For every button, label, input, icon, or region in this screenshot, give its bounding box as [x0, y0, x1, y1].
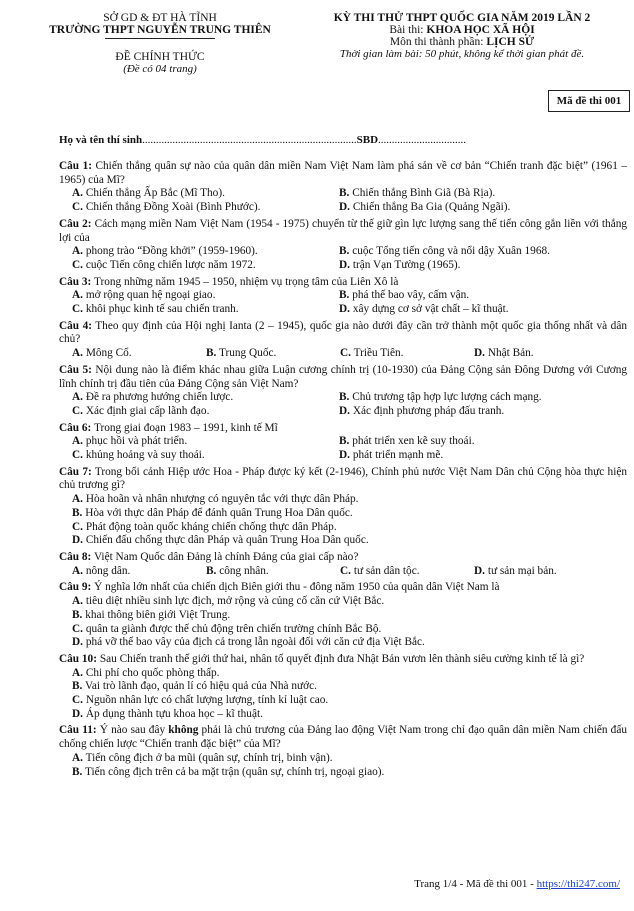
question-number: Câu 4: — [59, 319, 92, 332]
question-stem — [59, 581, 627, 595]
question-text: Trong bối cảnh Hiệp ước Hoa - Pháp được ký kết (2-1946), Chính phủ nước Việt Nam Dân chủ Cộng hòa thực hiện chủ trương gì? — [59, 465, 628, 492]
option-key: D. — [339, 404, 350, 417]
option-text: khai thông biên giới Việt Trung. — [85, 608, 231, 621]
option-text: Áp dụng thành tựu khoa học – kĩ thuật. — [85, 707, 263, 720]
time-note: Thời gian làm bài: 50 phút, không kể thời gian phát đề. — [339, 48, 585, 60]
answer-option-d[interactable] — [339, 405, 619, 419]
option-text: Hòa với thực dân Pháp để đánh quân Trung Hoa Dân quốc. — [85, 506, 353, 519]
question-number: Câu 8: — [59, 550, 92, 563]
footer-text: Trang 1/4 - Mã đề thi 001 - — [414, 878, 537, 890]
option-text: mở rộng quan hệ ngoại giao. — [85, 289, 216, 302]
question-text: Sau Chiến tranh thế giới thứ hai, nhân tố quyết định đưa Nhật Bản vươn lên thành siêu cường kinh tế là gì? — [99, 652, 585, 665]
question-stem — [59, 218, 627, 245]
answer-option-b[interactable] — [339, 435, 619, 449]
answer-option-a[interactable] — [72, 347, 206, 361]
option-key: B. — [206, 564, 217, 577]
answer-option-d[interactable] — [72, 636, 627, 650]
answer-options — [59, 435, 627, 462]
subject-name: LỊCH SỬ — [486, 36, 535, 48]
option-key: B. — [72, 765, 83, 778]
question-5 — [59, 364, 627, 419]
option-text: Tiến công địch ở ba mũi (quân sự, chính trị, binh vận). — [85, 751, 333, 764]
question-number: Câu 1: — [59, 160, 92, 172]
question-number: Câu 2: — [59, 217, 92, 230]
option-text: nông dân. — [85, 564, 131, 577]
header-right — [300, 12, 624, 60]
subject-line — [300, 36, 624, 48]
answer-option-d[interactable] — [339, 201, 619, 215]
header-left — [40, 12, 280, 75]
answer-options — [59, 347, 627, 361]
answer-option-d[interactable] — [339, 259, 619, 273]
option-key: A. — [72, 493, 83, 506]
candidate-name-field[interactable]: .............................................................................. — [142, 134, 357, 146]
answer-option-b[interactable] — [339, 391, 619, 405]
option-key: A. — [72, 564, 83, 577]
option-key: B. — [206, 347, 217, 360]
question-number: Câu 9: — [59, 581, 92, 594]
question-stem — [59, 160, 627, 187]
option-text: tư sản mại bản. — [487, 564, 557, 577]
option-text: Tiến công địch trên cả ba mặt trận (quân sự, chính trị, ngoại giao). — [84, 765, 385, 778]
option-key: B. — [339, 435, 350, 448]
option-key: B. — [72, 506, 83, 519]
sbd-label: SBD — [356, 134, 379, 146]
answer-option-c[interactable] — [72, 303, 339, 317]
option-text: công nhân. — [219, 564, 269, 577]
exam-title: KỲ THI THỬ THPT QUỐC GIA NĂM 2019 LẦN 2 — [333, 12, 591, 24]
option-key: D. — [72, 534, 83, 547]
option-text: cuộc Tiến công chiến lược năm 1972. — [85, 258, 256, 271]
question-stem — [59, 653, 627, 667]
option-text: khủng hoảng và suy thoái. — [85, 449, 205, 462]
question-text: phải là chủ trương của Đảng lao động Việt Nam trong chỉ đạo quân dân miền Nam chiến đấu chống chiến lược “Chiến tranh đặc biệt” của Mĩ? — [59, 724, 627, 751]
option-text: Nhật Bản. — [487, 347, 534, 360]
answer-option-a[interactable] — [72, 752, 627, 766]
option-text: phá thế bao vây, cấm vận. — [352, 289, 470, 302]
question-4 — [59, 320, 627, 361]
answer-option-c[interactable] — [72, 449, 339, 463]
option-text: khôi phục kinh tế sau chiến tranh. — [85, 303, 239, 316]
option-key: D. — [339, 201, 350, 214]
option-text: Vai trò lãnh đạo, quản lí có hiệu quả của Nhà nước. — [84, 680, 317, 693]
option-key: B. — [339, 391, 350, 404]
option-key: D. — [339, 303, 350, 316]
option-text: Mông Cổ. — [85, 347, 132, 360]
option-text: Chủ trương tập hợp lực lượng cách mạng. — [352, 391, 542, 404]
question-number: Câu 7: — [59, 465, 92, 478]
question-stem — [59, 551, 627, 565]
exam-name: KHOA HỌC XÃ HỘI — [426, 24, 535, 36]
option-key: B. — [339, 289, 350, 302]
footer-link[interactable]: https://thi247.com/ — [536, 878, 620, 890]
answer-option-c[interactable] — [72, 521, 627, 535]
option-key: C. — [72, 694, 83, 707]
question-number: Câu 10: — [59, 652, 97, 665]
option-key: D. — [339, 258, 350, 271]
answer-option-b[interactable] — [72, 680, 627, 694]
answer-options — [59, 595, 627, 650]
answer-option-a[interactable] — [72, 595, 627, 609]
question-stem — [59, 466, 627, 493]
question-text: Ý nghĩa lớn nhất của chiến dịch Biên giới thu - đông năm 1950 của quân dân Việt Nam là — [94, 581, 500, 594]
sbd-field[interactable]: ................................ — [378, 134, 467, 146]
option-text: Phát động toàn quốc kháng chiến chống thực dân Pháp. — [85, 520, 337, 533]
question-text: Ý nào sau đây — [99, 724, 169, 737]
option-key: D. — [72, 636, 83, 649]
option-text: phát triển mạnh mẽ. — [352, 449, 444, 462]
option-text: Chiến thắng Ấp Bắc (Mĩ Tho). — [85, 187, 225, 200]
option-key: A. — [72, 435, 83, 448]
option-text: Chiến thắng Ba Gia (Quảng Ngãi). — [352, 201, 511, 214]
question-number: Câu 6: — [59, 421, 92, 434]
option-key: C. — [72, 303, 83, 316]
school-name: TRƯỜNG THPT NGUYỄN TRUNG THIÊN — [49, 24, 271, 36]
question-text: Trong giai đoạn 1983 – 1991, kinh tế Mĩ — [93, 421, 278, 434]
answer-option-c[interactable] — [340, 347, 474, 361]
question-10 — [59, 653, 627, 722]
option-key: A. — [72, 391, 83, 404]
answer-options — [59, 187, 627, 214]
official-label: ĐỀ CHÍNH THỨC — [115, 51, 205, 63]
answer-option-d[interactable] — [72, 534, 627, 548]
option-text: Nguồn nhân lực có chất lượng lượng, tính kỉ luật cao. — [85, 694, 329, 707]
option-key: B. — [72, 680, 83, 693]
answer-option-c[interactable] — [72, 201, 339, 215]
answer-option-b[interactable] — [339, 245, 619, 259]
answer-option-a[interactable] — [72, 435, 339, 449]
option-key: C. — [72, 449, 83, 462]
answer-option-b[interactable] — [72, 766, 627, 780]
option-key: C. — [72, 622, 83, 635]
option-key: A. — [72, 187, 83, 200]
answer-options — [59, 391, 627, 418]
answer-option-a[interactable] — [72, 565, 206, 579]
answer-option-b[interactable] — [339, 187, 619, 201]
question-text: Cách mạng miền Nam Việt Nam (1954 - 1975) chuyển từ thế giữ gìn lực lượng sang thế tiến công gắn liền với thắng lợi của — [59, 217, 628, 244]
answer-options — [59, 493, 627, 548]
exam-label: Bài thi: — [389, 24, 424, 36]
option-key: D. — [474, 564, 485, 577]
answer-option-c[interactable] — [72, 259, 339, 273]
candidate-name-label: Họ và tên thí sinh — [59, 134, 143, 146]
answer-option-c[interactable] — [340, 565, 474, 579]
option-key: D. — [339, 449, 350, 462]
option-text: quân ta giành được thế chủ động trên chiến trường chính Bắc Bộ. — [85, 622, 382, 635]
question-stem — [59, 422, 627, 436]
answer-option-a[interactable] — [72, 289, 339, 303]
answer-options — [59, 289, 627, 316]
answer-option-d[interactable] — [474, 347, 614, 361]
option-text: phong trào “Đồng khởi” (1959-1960). — [85, 245, 258, 258]
answer-option-a[interactable] — [72, 245, 339, 259]
option-text: tiêu diệt nhiều sinh lực địch, mở rộng và củng cố căn cứ Việt Bắc. — [85, 595, 385, 608]
question-9 — [59, 581, 627, 650]
answer-option-a[interactable] — [72, 187, 339, 201]
option-key: D. — [474, 347, 485, 360]
answer-option-d[interactable] — [474, 565, 614, 579]
question-stem — [59, 320, 627, 347]
option-text: Xác định phương pháp đấu tranh. — [352, 404, 505, 417]
answer-option-c[interactable] — [72, 694, 627, 708]
question-text: Trong những năm 1945 – 1950, nhiệm vụ trọng tâm của Liên Xô là — [93, 275, 399, 288]
option-key: C. — [72, 520, 83, 533]
candidate-info-line — [59, 134, 466, 146]
question-list — [59, 160, 627, 782]
option-text: Triều Tiên. — [353, 347, 404, 360]
answer-options — [59, 245, 627, 272]
option-key: C. — [72, 201, 83, 214]
option-text: Chiến thắng Đồng Xoài (Bình Phước). — [85, 201, 261, 214]
question-text: Nội dung nào là điểm khác nhau giữa Luận cương chính trị (10-1930) của Đảng Cộng sản Đông Dương với Cương lĩnh chính trị đầu tiên của Đảng Cộng sản Việt Nam? — [59, 363, 628, 390]
question-text-emphasis: không — [168, 724, 199, 737]
option-key: C. — [340, 347, 351, 360]
option-key: A. — [72, 595, 83, 608]
option-text: xây dựng cơ sở vật chất – kĩ thuật. — [352, 303, 509, 316]
option-key: C. — [340, 564, 351, 577]
answer-option-b[interactable] — [72, 507, 627, 521]
option-text: Hòa hoãn và nhân nhượng có nguyên tắc với thực dân Pháp. — [85, 493, 359, 506]
option-text: phục hồi và phát triển. — [85, 435, 188, 448]
question-6 — [59, 422, 627, 463]
question-stem — [59, 276, 627, 290]
option-text: tư sản dân tộc. — [353, 564, 420, 577]
question-stem — [59, 364, 627, 391]
option-text: cuộc Tổng tiến công và nổi dậy Xuân 1968. — [352, 245, 550, 258]
option-key: B. — [72, 608, 83, 621]
option-key: D. — [72, 707, 83, 720]
answer-options — [59, 565, 627, 579]
option-text: Đề ra phương hướng chiến lược. — [85, 391, 234, 404]
question-7 — [59, 466, 627, 548]
answer-option-d[interactable] — [339, 303, 619, 317]
question-2 — [59, 218, 627, 273]
option-text: Trung Quốc. — [218, 347, 277, 360]
option-key: C. — [72, 404, 83, 417]
answer-option-b[interactable] — [206, 565, 340, 579]
question-stem — [59, 724, 627, 751]
option-text: phá vỡ thế bao vây của địch cả trong lẫn ngoài đối với căn cứ địa Việt Bắc. — [85, 636, 425, 649]
answer-options — [59, 752, 627, 779]
option-key: A. — [72, 289, 83, 302]
page-footer — [414, 878, 620, 890]
question-text: Chiến thắng quân sự nào của quân dân miền Nam Việt Nam làm phá sản về cơ bản “Chiến tranh đặc biệt” (1961 – 1965) của Mĩ? — [59, 160, 627, 186]
question-text: Việt Nam Quốc dân Đảng là chính Đảng của giai cấp nào? — [93, 550, 359, 563]
answer-option-a[interactable] — [72, 667, 627, 681]
question-3 — [59, 276, 627, 317]
page-count-note: (Đề có 04 trang) — [123, 63, 197, 75]
answer-option-b[interactable] — [72, 609, 627, 623]
answer-option-a[interactable] — [72, 493, 627, 507]
answer-option-a[interactable] — [72, 391, 339, 405]
question-1 — [59, 160, 627, 215]
subject-label: Môn thi thành phần: — [389, 36, 484, 48]
answer-option-b[interactable] — [339, 289, 619, 303]
option-key: A. — [72, 666, 83, 679]
option-key: A. — [72, 245, 83, 258]
option-key: C. — [72, 258, 83, 271]
option-text: Chi phí cho quốc phòng thấp. — [85, 666, 220, 679]
option-text: Chiến thắng Bình Giã (Bà Rịa). — [352, 187, 496, 200]
answer-option-b[interactable] — [206, 347, 340, 361]
option-key: A. — [72, 347, 83, 360]
question-text: Theo quy định của Hội nghị Ianta (2 – 1945), quốc gia nào dưới đây cần trở thành một quốc gia thống nhất và dân chủ? — [59, 319, 627, 346]
option-key: B. — [339, 187, 350, 200]
option-key: B. — [339, 245, 350, 258]
question-11 — [59, 724, 627, 779]
option-text: phát triển xen kẽ suy thoái. — [352, 435, 475, 448]
exam-code-box: Mã đề thi 001 — [548, 90, 630, 112]
header-divider — [105, 38, 215, 39]
answer-option-c[interactable] — [72, 623, 627, 637]
option-text: Xác định giai cấp lãnh đạo. — [85, 404, 210, 417]
option-text: trận Vạn Tường (1965). — [352, 258, 461, 271]
question-8 — [59, 551, 627, 578]
exam-name-line — [300, 24, 624, 36]
question-number: Câu 5: — [59, 363, 92, 376]
option-text: Chiến đấu chống thực dân Pháp và quân Trung Hoa Dân quốc. — [85, 534, 369, 547]
question-number: Câu 11: — [59, 724, 97, 737]
answer-option-d[interactable] — [339, 449, 619, 463]
answer-options — [59, 667, 627, 722]
answer-option-c[interactable] — [72, 405, 339, 419]
question-number: Câu 3: — [59, 275, 92, 288]
department-name: SỞ GD & ĐT HÀ TĨNH — [103, 12, 217, 24]
option-key: A. — [72, 751, 83, 764]
answer-option-d[interactable] — [72, 708, 627, 722]
